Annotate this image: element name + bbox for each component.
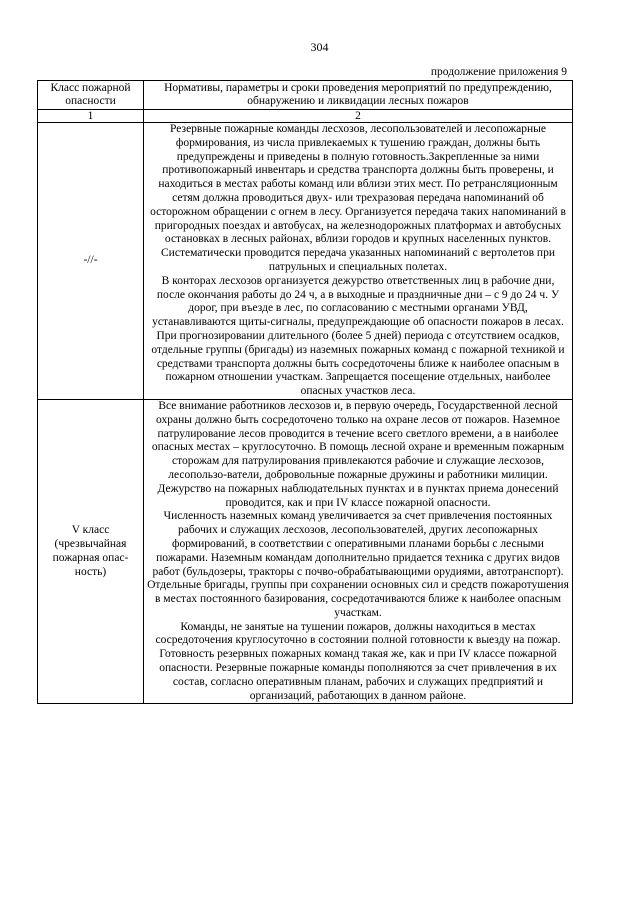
table-row-iv-continued [38, 123, 573, 400]
paragraph: Численность наземных команд увеличивается за счет привлечения постоянных рабочих и служащих лесхозов, лесопользователей, других лесопожарных формирований, в соответствии с оперативными планами борьбы с лесными пожарами. Наземным командам дополнительно придается техника с других видов работ (бульдозеры, тракторы с почво-обрабатывающими орудиями, автотранспорт). Отдельные бригады, группы при сохранении основных сил и средств пожаротушения в местах постоянного базирования, сосредотачиваются ближе к наиболее опасным участкам. [147, 510, 569, 619]
table-row-class-v [38, 399, 573, 704]
header-class-column: Класс пожарной опасности [38, 81, 144, 110]
table-header-row [38, 81, 573, 110]
norms-cell-iv [144, 123, 573, 400]
class-cell-ditto: -//- [38, 123, 144, 400]
paragraph: В конторах лесхозов организуется дежурство ответственных лиц в рабочие дни, после окончания работы до 24 ч, а в выходные и праздничные дни – с 9 до 24 ч. У дорог, при въезде в лес, по согласованию с местными органами УВД, устанавливаются щиты-сигналы, предупреждающие об опасности пожаров в лесах. При прогнозировании длительного (более 5 дней) периода с отсутствием осадков, отдельные группы (бригады) из наземных пожарных команд с пожарной техникой и средствами транспорта должны быть сосредоточены ближе к наиболее опасным в пожарном отношении участкам. Запрещается посещение отдельных, наиболее опасных участков леса. [151, 274, 565, 398]
norms-cell-v [144, 399, 573, 704]
paragraph: Все внимание работников лесхозов и, в первую очередь, Государственной лесной охраны должно быть сосредоточено только на охране лесов от пожаров. Наземное патрулирование лесов проводится в течение всего светлого времени, а в наиболее опасных местах – круглосуточно. В помощь лесной охране и временным пожарным сторожам для патрулирования привлекаются рабочие и служащие лесхозов, лесопользо-ватели, добровольные пожарные дружины и работники милиции. [151, 399, 565, 481]
class-cell-v: V класс (чрезвычайная пожарная опас-ность) [38, 399, 144, 704]
continuation-note: продолжение приложения 9 [430, 66, 567, 78]
column-number-1: 1 [38, 110, 144, 123]
paragraph: Готовность резервных пожарных команд такая же, как и при IV классе пожарной опасности. Резервные пожарные команды пополняются за счет привлечения в их состав, согласно оперативным планам, рабочих и служащих предприятий и организаций, работающих в данном районе. [159, 648, 557, 702]
header-norms-column: Нормативы, параметры и сроки проведения мероприятий по предупреждению, обнаружению и ликвидации лесных пожаров [144, 81, 573, 110]
column-number-row [38, 110, 573, 123]
paragraph: Команды, не занятые на тушении пожаров, должны находиться в местах сосредоточения круглосуточно в состоянии полной готовности к выезду на пожар. [155, 620, 561, 647]
paragraph: Резервные пожарные команды лесхозов, лесопользователей и лесопожарные формирования, из числа привлекаемых к тушению граждан, должны быть предупреждены и приведены в полную готовность.Закрепленные за ними противопожарный инвентарь и средства транспорта должны быть проверены, и находиться в местах работы команд или вблизи этих мест. По ретрансляционным сетям должна проводиться двух- или трехразовая передача напоминаний об осторожном обращении с огнем в лесу. Организуется передача таких напоминаний в пригородных поездах и автобусах, на железнодорожных платформах и автобусных остановках в лесных районах, вблизи городов и крупных населенных пунктов. Систематически проводится передача указанных напоминаний с вертолетов при патрульных и специальных полетах. [150, 123, 566, 273]
paragraph: Дежурство на пожарных наблюдательных пунктах и в пунктах приема донесений проводится, как и при IV классе пожарной опасности. [157, 482, 559, 509]
page-number: 304 [310, 40, 329, 54]
fire-danger-table [37, 80, 573, 704]
column-number-2: 2 [144, 110, 573, 123]
